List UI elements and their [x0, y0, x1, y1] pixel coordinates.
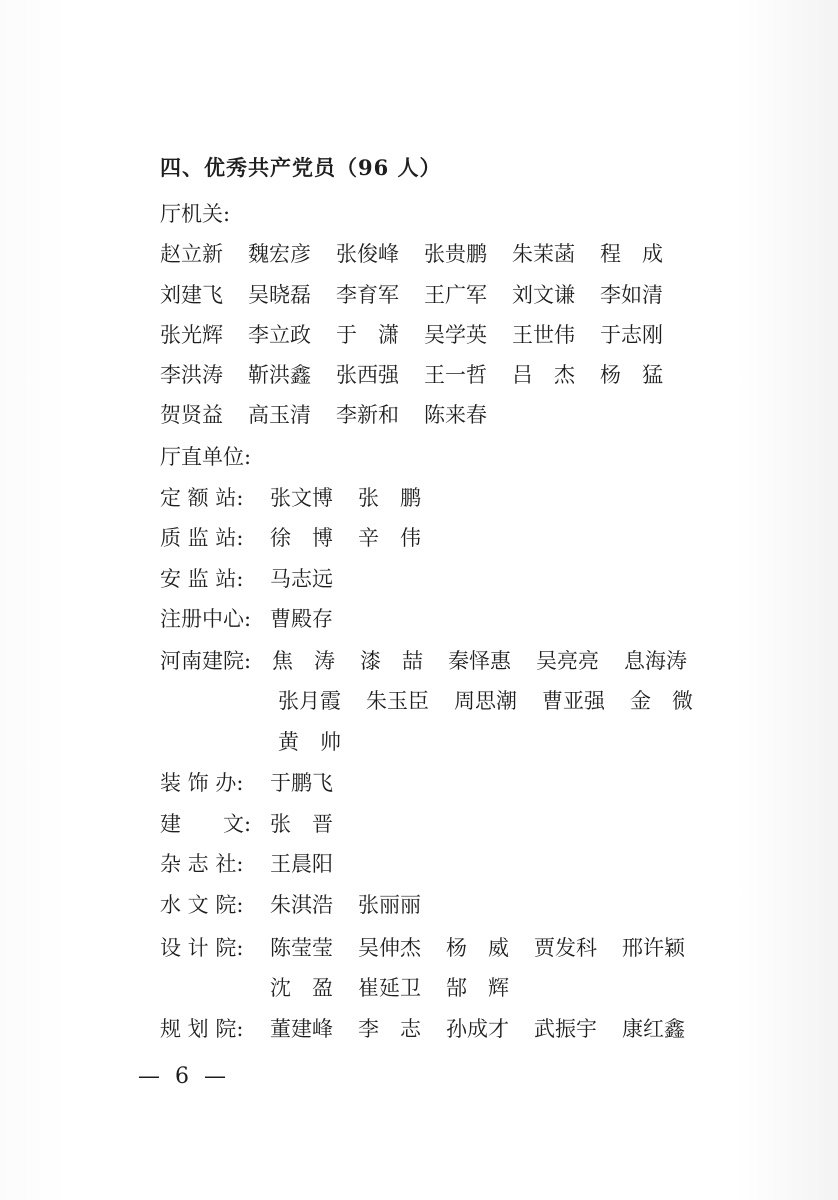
member-name: 李洪涛	[160, 363, 223, 387]
unit-label-zhijianzhan: 质 监 站:	[160, 526, 244, 550]
member-name: 程 成	[600, 242, 663, 266]
member-name: 秦怿惠	[448, 649, 511, 673]
member-name: 刘文谦	[512, 283, 575, 307]
member-name: 李如清	[600, 283, 663, 307]
member-name: 高玉清	[248, 403, 311, 427]
member-name: 于 潇	[336, 323, 399, 347]
member-name: 张月霞	[278, 689, 341, 713]
member-name: 靳洪鑫	[248, 363, 311, 387]
member-name: 贾发科	[534, 936, 597, 960]
member-name: 曹亚强	[542, 689, 605, 713]
page-number: — 6 —	[138, 1064, 230, 1089]
member-name: 息海涛	[624, 649, 687, 673]
unit-label-zhucezhongxin: 注册中心:	[160, 607, 252, 631]
unit-label-shuiwenyuan: 水 文 院:	[160, 893, 244, 917]
member-name: 张丽丽	[358, 893, 421, 917]
member-name: 焦 涛	[272, 649, 335, 673]
member-name: 张 鹏	[358, 486, 421, 510]
member-name: 于鹏飞	[270, 771, 333, 795]
member-name: 张贵鹏	[424, 242, 487, 266]
member-name: 陈来春	[424, 403, 487, 427]
member-name: 李育军	[336, 283, 399, 307]
member-name: 朱淇浩	[270, 893, 333, 917]
member-name: 吴亮亮	[536, 649, 599, 673]
member-name: 王世伟	[512, 323, 575, 347]
unit-label-zhuangshiban: 装 饰 办:	[160, 771, 244, 795]
member-name: 贺贤益	[160, 403, 223, 427]
member-name: 金 微	[630, 689, 693, 713]
member-name: 刘建飞	[160, 283, 223, 307]
member-name: 李 志	[358, 1017, 421, 1041]
member-name: 孙成才	[446, 1017, 509, 1041]
member-name: 董建峰	[270, 1017, 333, 1041]
section-title: 四、优秀共产党员（96 人）	[160, 155, 442, 180]
member-name: 周思潮	[454, 689, 517, 713]
member-name: 于志刚	[600, 323, 663, 347]
unit-label-guihuayuan: 规 划 院:	[160, 1017, 244, 1041]
member-name: 武振宇	[534, 1017, 597, 1041]
member-name: 郜 辉	[446, 976, 509, 1000]
member-name: 吴学英	[424, 323, 487, 347]
unit-label-shejiyuan: 设 计 院:	[160, 936, 244, 960]
ting-zhishu-label: 厅直单位:	[160, 445, 252, 469]
unit-label-anjianzhan: 安 监 站:	[160, 567, 244, 591]
member-name: 张西强	[336, 363, 399, 387]
member-name: 朱玉臣	[366, 689, 429, 713]
member-name: 吕 杰	[512, 363, 575, 387]
member-name: 魏宏彦	[248, 242, 311, 266]
unit-label-henanjianyuan: 河南建院:	[160, 649, 252, 673]
member-name: 沈 盈	[270, 976, 333, 1000]
member-name: 辛 伟	[358, 526, 421, 550]
member-name: 徐 博	[270, 526, 333, 550]
member-name: 朱茉菡	[512, 242, 575, 266]
member-name: 张 晋	[270, 812, 333, 836]
member-name: 李立政	[248, 323, 311, 347]
member-name: 李新和	[336, 403, 399, 427]
ting-jiguan-label: 厅机关:	[160, 202, 231, 226]
member-name: 吴晓磊	[248, 283, 311, 307]
member-name: 杨 威	[446, 936, 509, 960]
member-name: 吴伸杰	[358, 936, 421, 960]
member-name: 漆 喆	[360, 649, 423, 673]
member-name: 王晨阳	[270, 852, 333, 876]
member-name: 马志远	[270, 567, 333, 591]
member-name: 邢许颖	[622, 936, 685, 960]
unit-label-jianwen: 建 文:	[160, 812, 252, 836]
member-name: 杨 猛	[600, 363, 663, 387]
member-name: 张俊峰	[336, 242, 399, 266]
member-name: 崔延卫	[358, 976, 421, 1000]
member-name: 张光辉	[160, 323, 223, 347]
member-name: 赵立新	[160, 242, 223, 266]
member-name: 王一哲	[424, 363, 487, 387]
member-name: 王广军	[424, 283, 487, 307]
member-name: 曹殿存	[270, 607, 333, 631]
member-name: 张文博	[270, 486, 333, 510]
member-name: 康红鑫	[622, 1017, 685, 1041]
unit-label-dingezhan: 定 额 站:	[160, 486, 244, 510]
member-name: 陈莹莹	[270, 936, 333, 960]
member-name: 黄 帅	[278, 730, 341, 754]
unit-label-zazhishe: 杂 志 社:	[160, 852, 244, 876]
